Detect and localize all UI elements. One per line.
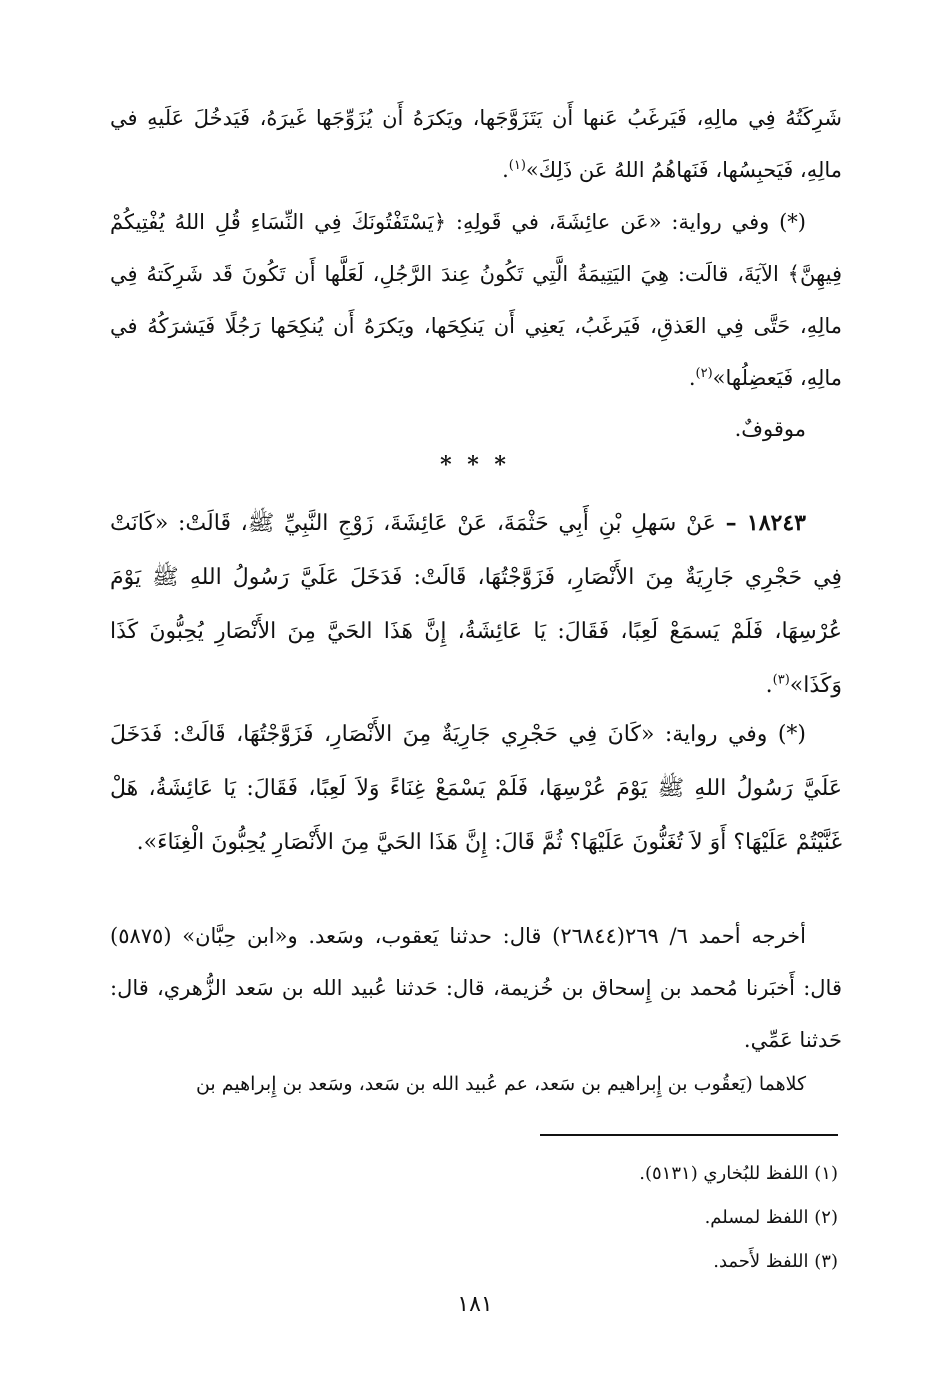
footnote-ref: (٢) <box>695 366 713 381</box>
footnote-item: (٢) اللفظ لمسلم. <box>704 1207 838 1228</box>
hadith-number: ١٨٢٤٣ – <box>725 510 806 536</box>
footnotes-list <box>138 1152 838 1284</box>
hadith-paragraph: ١٨٢٤٣ – عَنْ سَهلِ بْنِ أَبِي حَثْمَةَ، عَنْ عَائِشَةَ، زَوْجِ النَّبِيِّ ﷺ، قَالَتْ: «كَانَتْ فِي حَجْرِي جَارِيَةٌ مِنَ الأَنْصَارِ، فَزَوَّجْتُهَا، قَالَتْ: فَدَخَلَ عَلَيَّ رَسُولُ اللهِ ﷺ يَوْمَ عُرْسِهَا، فَلَمْ يَسمَعْ لَعِبًا، فَقَالَ: يَا عَائِشَةُ، إِنَّ هَذَا الحَيَّ مِنَ الأَنْصَارِ يُحِبُّونَ كَذَا وَكَذَا»$^{(٣)}$. <box>110 510 842 698</box>
paragraph-text: شَرِكَتُهُ فِي مالِهِ، فَيَرغَبُ عَنها أَن يَتَزَوَّجَها، ويَكرَهُ أَن يُزَوِّجَها غَيرَهُ، فَيَدخُلَ عَلَيهِ في مالِهِ، فَيَحبِسُها، فَنَهاهُمُ اللهُ عَن ذَلِكَ» <box>110 106 842 182</box>
paragraph-variant-narration-1: (*) وفي رواية: «عَن عائِشَةَ، في قَولِهِ: ﴿يَسْتَفْتُونَكَ فِي النِّسَاءِ قُلِ اللهُ يُفْتِيكُمْ فِيهِنَّ﴾ الآيَةَ، قالَت: هِيَ اليَتِيمَةُ الَّتِي تَكُونُ عِندَ الرَّجُلِ، لَعَلَّها أَن تَكُونَ قَد شَرِكَتهُ فِي مالِهِ، حَتَّى فِي العَذقِ، فَيَرغَبُ، يَعنِي أَن يَنكِحَها، ويَكرَهُ أَن يُنكِحَها رَجُلًا فَيَشرَكُهُ في مالِهِ، فَيَعضِلُها»$^{(٢)}$. <box>110 210 842 390</box>
footnote-ref: (١) <box>508 158 526 173</box>
takhrij-paragraph: أخرجه أحمد ٦/ ٢٦٩(٢٦٨٤٤) قال: حدثنا يَعقوب، وسَعد. و«ابن حِبَّان» (٥٨٧٥) قال: أَخبَرنا مُحمد بن إِسحاق بن خُزيمة، قال: حَدثنا عُبيد الله بن سَعد الزُّهري، قال: حَدثنا عَمِّي. <box>110 924 842 1052</box>
takhrij-continuation: كلاهما (يَعقُوب بن إِبراهيم بن سَعد، عم عُبيد الله بن سَعد، وسَعد بن إِبراهيم بن <box>195 1073 806 1095</box>
hadith-text: عَنْ سَهلِ بْنِ أَبِي حَثْمَةَ، عَنْ عَائِشَةَ، زَوْجِ النَّبِيِّ ﷺ، قَالَتْ: «كَانَتْ فِي حَجْرِي جَارِيَةٌ مِنَ الأَنْصَارِ، فَزَوَّجْتُهَا، قَالَتْ: فَدَخَلَ عَلَيَّ رَسُولُ اللهِ ﷺ يَوْمَ عُرْسِهَا، فَلَمْ يَسمَعْ لَعِبًا، فَقَالَ: يَا عَائِشَةُ، إِنَّ هَذَا الحَيَّ مِنَ الأَنْصَارِ يُحِبُّونَ كَذَا وَكَذَا» <box>110 511 842 698</box>
verdict-label: موقوفٌ. <box>734 417 806 441</box>
footnote-item: (١) اللفظ للبُخاري (٥١٣١). <box>639 1163 838 1184</box>
page-number: ١٨١ <box>457 1292 493 1317</box>
paragraph-variant-narration-2: (*) وفي رواية: «كَانَ فِي حَجْرِي جَارِيَةٌ مِنَ الأَنْصَارِ، فَزَوَّجْتُهَا، قَالَتْ: فَدَخَلَ عَلَيَّ رَسُولُ اللهِ ﷺ يَوْمَ عُرْسِهَا، فَلَمْ يَسْمَعْ غِنَاءً وَلاَ لَعِبًا، فَقَالَ: يَا عَائِشَةُ، هَلْ غَنَّيْتُمْ عَلَيْهَا؟ أَوَ لاَ تُغَنُّونَ عَلَيْهَا؟ ثُمَّ قَالَ: إِنَّ هَذَا الحَيَّ مِنَ الأَنْصَارِ يُحِبُّونَ الْغِنَاءَ». <box>110 722 842 855</box>
footnote-ref: (٣) <box>772 672 790 688</box>
paragraph-continuation: شَرِكَتُهُ فِي مالِهِ، فَيَرغَبُ عَنها أَن يَتَزَوَّجَها، ويَكرَهُ أَن يُزَوِّجَها غَيرَهُ، فَيَدخُلَ عَلَيهِ في مالِهِ، فَيَحبِسُها، فَنَهاهُمُ اللهُ عَن ذَلِكَ»$^{(١)}$. <box>110 106 842 182</box>
footnote-item: (٣) اللفظ لأَحمد. <box>713 1251 838 1272</box>
paragraph-text: (*) وفي رواية: «عَن عائِشَةَ، في قَولِهِ: ﴿يَسْتَفْتُونَكَ فِي النِّسَاءِ قُلِ اللهُ يُفْتِيكُمْ فِيهِنَّ﴾ الآيَةَ، قالَت: هِيَ اليَتِيمَةُ الَّتِي تَكُونُ عِندَ الرَّجُلِ، لَعَلَّها أَن تَكُونَ قَد شَرِكَتهُ فِي مالِهِ، حَتَّى فِي العَذقِ، فَيَرغَبُ، يَعنِي أَن يَنكِحَها، ويَكرَهُ أَن يُنكِحَها رَجُلًا فَيَشرَكُهُ في مالِهِ، فَيَعضِلُها» <box>110 210 842 390</box>
section-separator: * * * <box>440 452 510 478</box>
footnote-divider <box>540 1134 838 1136</box>
